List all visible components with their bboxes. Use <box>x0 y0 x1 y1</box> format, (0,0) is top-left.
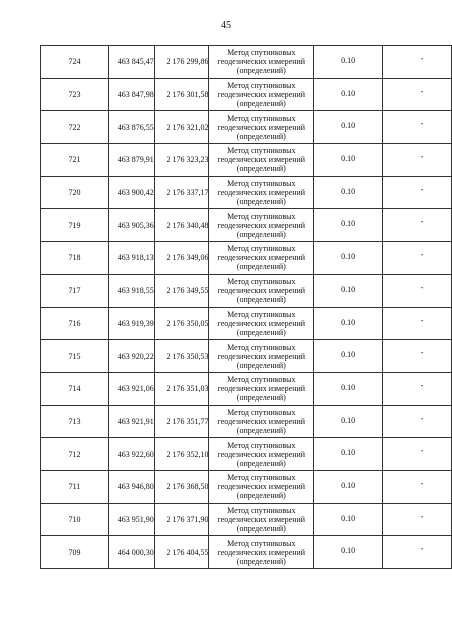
method-cell <box>209 470 314 503</box>
accuracy-cell <box>314 46 383 79</box>
note-value: - <box>420 413 424 423</box>
accuracy-cell <box>314 78 383 111</box>
point-number-cell: 709 <box>41 536 109 569</box>
point-number-cell: 713 <box>41 405 109 438</box>
method-cell <box>209 176 314 209</box>
x-coordinate-cell: 463 919,39 <box>108 307 154 340</box>
note-cell <box>383 438 452 471</box>
note-cell <box>383 372 452 405</box>
note-value: - <box>420 184 424 194</box>
method-cell <box>209 372 314 405</box>
table-row <box>41 438 452 471</box>
x-coordinate-cell: 463 921,06 <box>108 372 154 405</box>
accuracy-cell <box>314 209 383 242</box>
note-value: - <box>420 250 424 260</box>
method-line: геодезических измерений <box>217 122 306 132</box>
method-line: геодезических измерений <box>217 253 306 263</box>
method-line: геодезических измерений <box>217 318 306 328</box>
method-line: (определений) <box>236 99 286 109</box>
method-cell <box>209 438 314 471</box>
point-number-cell: 724 <box>41 46 109 79</box>
method-line: (определений) <box>236 164 286 174</box>
accuracy-value: 0.10 <box>341 219 356 229</box>
table-row <box>41 209 452 242</box>
method-line: (определений) <box>236 327 286 337</box>
y-coordinate-cell: 2 176 301,58 <box>154 78 209 111</box>
method-line: геодезических измерений <box>217 220 306 230</box>
note-cell <box>383 144 452 177</box>
table-row <box>41 144 452 177</box>
point-number-cell: 711 <box>41 470 109 503</box>
note-cell <box>383 242 452 275</box>
note-value: - <box>420 478 424 488</box>
accuracy-value: 0.10 <box>341 415 356 425</box>
note-value: - <box>420 217 424 227</box>
method-cell <box>209 503 314 536</box>
accuracy-cell <box>314 405 383 438</box>
accuracy-cell <box>314 242 383 275</box>
note-cell <box>383 340 452 373</box>
method-line: геодезических измерений <box>217 416 306 426</box>
method-cell <box>209 144 314 177</box>
method-line: геодезических измерений <box>217 547 306 557</box>
x-coordinate-cell: 463 905,36 <box>108 209 154 242</box>
table-row <box>41 307 452 340</box>
note-cell <box>383 405 452 438</box>
method-line: геодезических измерений <box>217 155 306 165</box>
method-line: Метод спутниковых <box>227 244 296 254</box>
note-cell <box>383 470 452 503</box>
accuracy-value: 0.10 <box>341 252 356 262</box>
note-cell <box>383 274 452 307</box>
accuracy-value: 0.10 <box>341 448 356 458</box>
note-cell <box>383 503 452 536</box>
accuracy-cell <box>314 438 383 471</box>
accuracy-cell <box>314 470 383 503</box>
table-row <box>41 111 452 144</box>
method-line: (определений) <box>236 425 286 435</box>
method-line: геодезических измерений <box>217 384 306 394</box>
point-number-cell: 715 <box>41 340 109 373</box>
accuracy-value: 0.10 <box>341 121 356 131</box>
method-line: (определений) <box>236 131 286 141</box>
table-row <box>41 470 452 503</box>
x-coordinate-cell: 463 847,98 <box>108 78 154 111</box>
method-line: Метод спутниковых <box>227 375 296 385</box>
accuracy-cell <box>314 340 383 373</box>
note-value: - <box>420 86 424 96</box>
note-cell <box>383 78 452 111</box>
method-cell <box>209 340 314 373</box>
method-line: Метод спутниковых <box>227 179 296 189</box>
accuracy-cell <box>314 536 383 569</box>
coordinates-table <box>40 45 452 569</box>
accuracy-cell <box>314 503 383 536</box>
method-line: Метод спутниковых <box>227 342 296 352</box>
y-coordinate-cell: 2 176 368,50 <box>154 470 209 503</box>
y-coordinate-cell: 2 176 351,03 <box>154 372 209 405</box>
method-line: Метод спутниковых <box>227 113 296 123</box>
method-line: Метод спутниковых <box>227 277 296 287</box>
method-line: (определений) <box>236 262 286 272</box>
y-coordinate-cell: 2 176 321,02 <box>154 111 209 144</box>
accuracy-value: 0.10 <box>341 186 356 196</box>
y-coordinate-cell: 2 176 340,48 <box>154 209 209 242</box>
method-line: геодезических измерений <box>217 449 306 459</box>
table-row <box>41 176 452 209</box>
point-number-cell: 714 <box>41 372 109 405</box>
method-cell <box>209 209 314 242</box>
point-number-cell: 723 <box>41 78 109 111</box>
y-coordinate-cell: 2 176 337,17 <box>154 176 209 209</box>
point-number-cell: 716 <box>41 307 109 340</box>
y-coordinate-cell: 2 176 351,77 <box>154 405 209 438</box>
x-coordinate-cell: 463 918,55 <box>108 274 154 307</box>
method-line: Метод спутниковых <box>227 440 296 450</box>
x-coordinate-cell: 463 879,91 <box>108 144 154 177</box>
point-number-cell: 722 <box>41 111 109 144</box>
y-coordinate-cell: 2 176 349,06 <box>154 242 209 275</box>
method-line: (определений) <box>236 458 286 468</box>
x-coordinate-cell: 463 918,13 <box>108 242 154 275</box>
y-coordinate-cell: 2 176 299,86 <box>154 46 209 79</box>
method-line: Метод спутниковых <box>227 407 296 417</box>
y-coordinate-cell: 2 176 404,55 <box>154 536 209 569</box>
x-coordinate-cell: 463 921,91 <box>108 405 154 438</box>
table-row <box>41 340 452 373</box>
method-line: (определений) <box>236 393 286 403</box>
page-number: 45 <box>221 20 231 31</box>
method-line: Метод спутниковых <box>227 309 296 319</box>
method-line: геодезических измерений <box>217 90 306 100</box>
method-cell <box>209 242 314 275</box>
accuracy-value: 0.10 <box>341 480 356 490</box>
note-value: - <box>420 152 424 162</box>
method-line: Метод спутниковых <box>227 48 296 58</box>
note-value: - <box>420 315 424 325</box>
accuracy-value: 0.10 <box>341 546 356 556</box>
method-line: (определений) <box>236 66 286 76</box>
accuracy-value: 0.10 <box>341 88 356 98</box>
point-number-cell: 718 <box>41 242 109 275</box>
y-coordinate-cell: 2 176 323,23 <box>154 144 209 177</box>
accuracy-cell <box>314 307 383 340</box>
method-cell <box>209 536 314 569</box>
y-coordinate-cell: 2 176 350,05 <box>154 307 209 340</box>
note-cell <box>383 46 452 79</box>
table-row <box>41 405 452 438</box>
point-number-cell: 719 <box>41 209 109 242</box>
note-cell <box>383 536 452 569</box>
accuracy-value: 0.10 <box>341 382 356 392</box>
method-line: (определений) <box>236 295 286 305</box>
method-cell <box>209 405 314 438</box>
point-number-cell: 720 <box>41 176 109 209</box>
table-row <box>41 536 452 569</box>
accuracy-value: 0.10 <box>341 154 356 164</box>
note-cell <box>383 209 452 242</box>
table-row <box>41 46 452 79</box>
method-cell <box>209 78 314 111</box>
note-value: - <box>420 544 424 554</box>
accuracy-value: 0.10 <box>341 56 356 65</box>
y-coordinate-cell: 2 176 352,10 <box>154 438 209 471</box>
x-coordinate-cell: 464 000,30 <box>108 536 154 569</box>
point-number-cell: 721 <box>41 144 109 177</box>
point-number-cell: 717 <box>41 274 109 307</box>
y-coordinate-cell: 2 176 349,55 <box>154 274 209 307</box>
y-coordinate-cell: 2 176 350,53 <box>154 340 209 373</box>
point-number-cell: 712 <box>41 438 109 471</box>
method-line: (определений) <box>236 197 286 207</box>
y-coordinate-cell: 2 176 371,90 <box>154 503 209 536</box>
accuracy-cell <box>314 111 383 144</box>
note-value: - <box>420 511 424 521</box>
method-line: Метод спутниковых <box>227 146 296 156</box>
accuracy-value: 0.10 <box>341 350 356 360</box>
method-line: геодезических измерений <box>217 286 306 296</box>
note-value: - <box>420 446 424 456</box>
note-cell <box>383 111 452 144</box>
x-coordinate-cell: 463 900,42 <box>108 176 154 209</box>
method-line: Метод спутниковых <box>227 81 296 91</box>
note-value: - <box>420 119 424 129</box>
point-number-cell: 710 <box>41 503 109 536</box>
accuracy-value: 0.10 <box>341 317 356 327</box>
method-line: (определений) <box>236 523 286 533</box>
method-cell <box>209 111 314 144</box>
accuracy-cell <box>314 144 383 177</box>
accuracy-cell <box>314 176 383 209</box>
note-value: - <box>420 282 424 292</box>
method-line: (определений) <box>236 556 286 566</box>
x-coordinate-cell: 463 920,22 <box>108 340 154 373</box>
method-line: геодезических измерений <box>217 351 306 361</box>
accuracy-cell <box>314 274 383 307</box>
method-line: геодезических измерений <box>217 514 306 524</box>
note-value: - <box>420 380 424 390</box>
method-cell <box>209 274 314 307</box>
accuracy-value: 0.10 <box>341 513 356 523</box>
table-row <box>41 372 452 405</box>
x-coordinate-cell: 463 845,47 <box>108 46 154 79</box>
x-coordinate-cell: 463 946,80 <box>108 470 154 503</box>
table-row <box>41 242 452 275</box>
note-value: - <box>420 54 424 63</box>
note-cell <box>383 307 452 340</box>
method-line: Метод спутниковых <box>227 505 296 515</box>
x-coordinate-cell: 463 922,60 <box>108 438 154 471</box>
method-line: (определений) <box>236 360 286 370</box>
method-line: Метод спутниковых <box>227 473 296 483</box>
note-value: - <box>420 348 424 358</box>
note-cell <box>383 176 452 209</box>
method-line: (определений) <box>236 491 286 501</box>
method-line: Метод спутниковых <box>227 211 296 221</box>
method-line: геодезических измерений <box>217 188 306 198</box>
accuracy-cell <box>314 372 383 405</box>
method-cell <box>209 46 314 79</box>
x-coordinate-cell: 463 951,90 <box>108 503 154 536</box>
method-line: геодезических измерений <box>217 57 306 67</box>
table-row <box>41 503 452 536</box>
x-coordinate-cell: 463 876,55 <box>108 111 154 144</box>
method-cell <box>209 307 314 340</box>
method-line: геодезических измерений <box>217 482 306 492</box>
table-row <box>41 78 452 111</box>
method-line: Метод спутниковых <box>227 538 296 548</box>
accuracy-value: 0.10 <box>341 284 356 294</box>
table-row <box>41 274 452 307</box>
method-line: (определений) <box>236 229 286 239</box>
